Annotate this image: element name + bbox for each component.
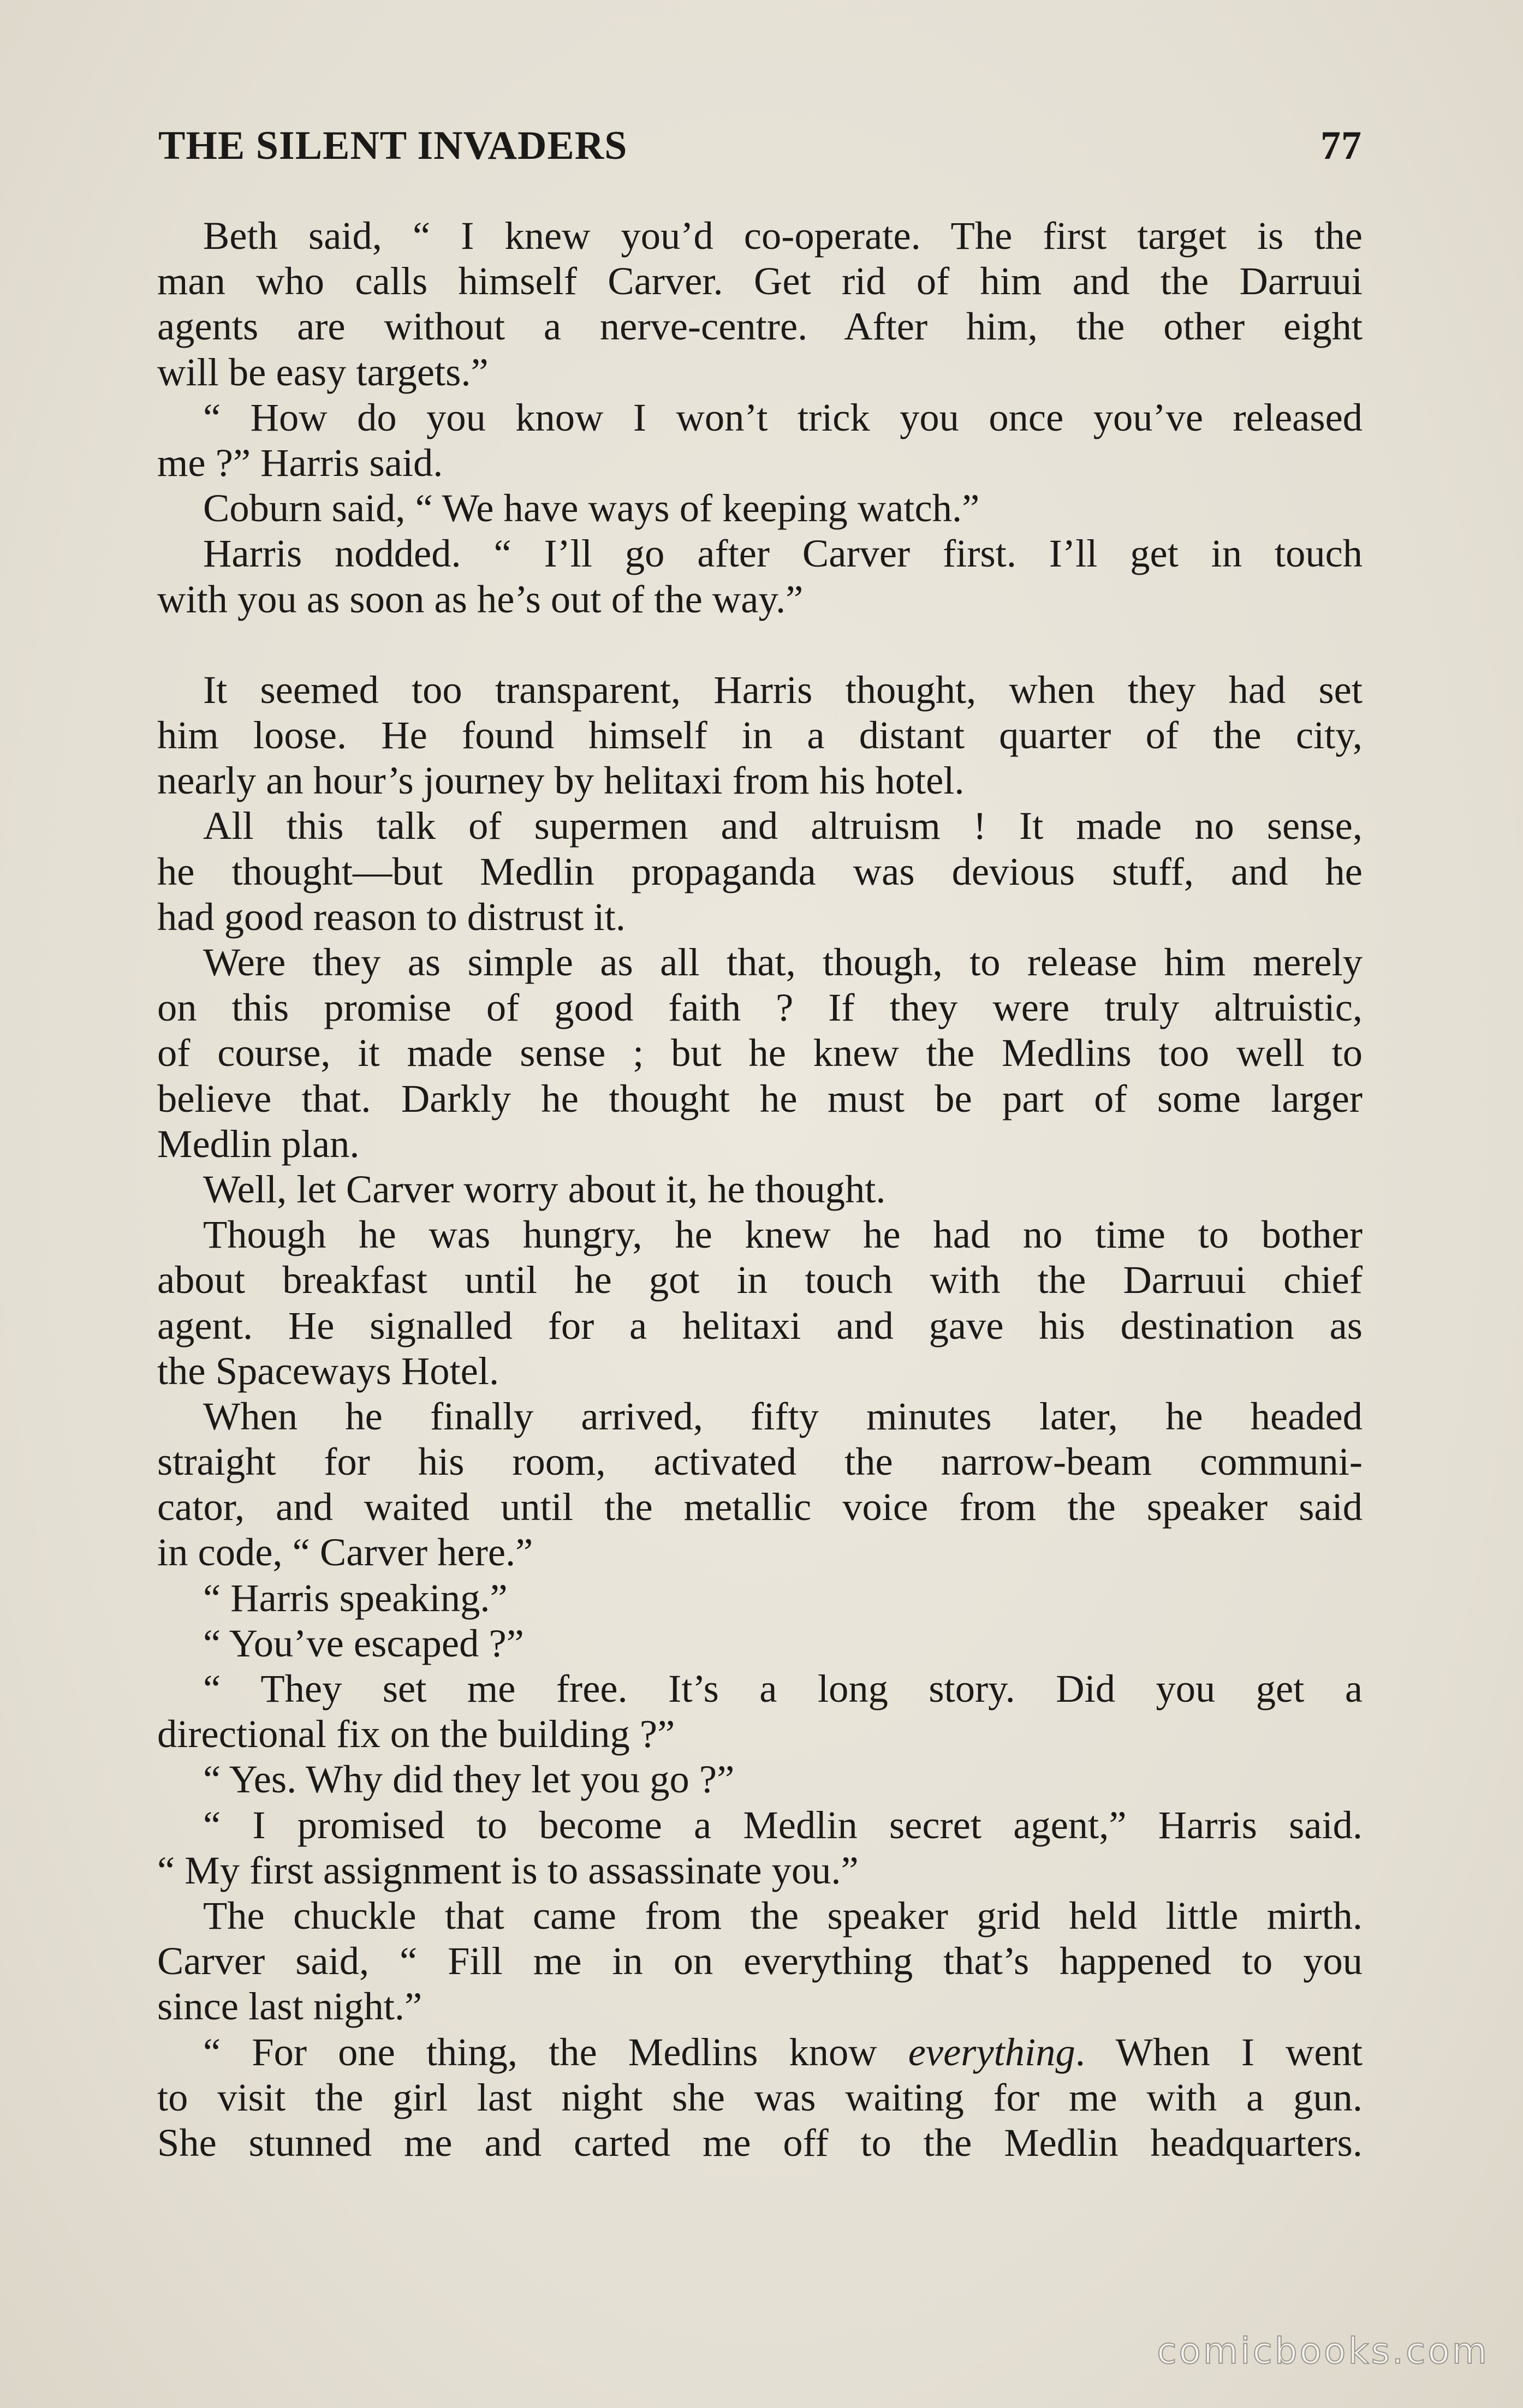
- text-line: with you as soon as he’s out of the way.”: [157, 576, 804, 621]
- running-head: [158, 123, 1362, 172]
- text-line: It seemed too transparent, Harris thought, when they had set: [203, 667, 1363, 712]
- text-line: cator, and waited until the metallic voice from the speaker said: [157, 1485, 1363, 1529]
- text-line: [157, 2029, 1363, 2075]
- text-line: Were they as simple as all that, though, to release him merely: [203, 940, 1363, 984]
- text-fragment: . When I went: [1075, 2029, 1363, 2074]
- emphasis: everything: [908, 2029, 1075, 2074]
- body-text: [157, 213, 1363, 2165]
- text-line: on this promise of good faith ? If they were truly altruistic,: [157, 985, 1363, 1030]
- text-line: about breakfast until he got in touch with the Darruui chief: [157, 1257, 1363, 1302]
- text-line: Harris nodded. “ I’ll go after Carver first. I’ll get in touch: [203, 531, 1363, 576]
- text-line: me ?” Harris said.: [157, 440, 443, 485]
- text-line: to visit the girl last night she was waiting for me with a gun.: [157, 2075, 1363, 2119]
- text-line: Though he was hungry, he knew he had no time to bother: [203, 1212, 1363, 1257]
- text-line: believe that. Darkly he thought he must be part of some larger: [157, 1076, 1363, 1120]
- text-line: he thought—but Medlin propaganda was devious stuff, and he: [157, 849, 1363, 893]
- text-line: since last night.”: [157, 1984, 423, 2029]
- text-line: of course, it made sense ; but he knew the Medlins too well to: [157, 1030, 1363, 1075]
- text-line: Beth said, “ I knew you’d co-operate. The first target is the: [203, 213, 1363, 258]
- text-line: “ I promised to become a Medlin secret agent,” Harris said.: [203, 1802, 1363, 1847]
- text-line: The chuckle that came from the speaker grid held little mirth.: [203, 1893, 1363, 1938]
- text-line: had good reason to distrust it.: [157, 894, 626, 939]
- text-line: “ Yes. Why did they let you go ?”: [203, 1757, 735, 1802]
- text-line: Medlin plan.: [157, 1121, 360, 1166]
- text-line: directional fix on the building ?”: [157, 1712, 675, 1756]
- page-number: 77: [1320, 123, 1362, 168]
- text-line: man who calls himself Carver. Get rid of him and the Darruui: [157, 259, 1363, 303]
- text-line: nearly an hour’s journey by helitaxi from his hotel.: [157, 758, 965, 803]
- text-line: “ You’ve escaped ?”: [203, 1620, 524, 1665]
- watermark: comicbooks.com: [1157, 2330, 1489, 2372]
- text-line: “ They set me free. It’s a long story. Did you get a: [203, 1666, 1363, 1710]
- text-line: When he finally arrived, fifty minutes later, he headed: [203, 1393, 1363, 1438]
- text-fragment: “ For one thing, the Medlins know: [203, 2029, 908, 2074]
- text-line: Coburn said, “ We have ways of keeping watch.”: [203, 486, 980, 531]
- text-line: “ Harris speaking.”: [203, 1575, 508, 1620]
- text-line: him loose. He found himself in a distant quarter of the city,: [157, 713, 1363, 758]
- text-line: Carver said, “ Fill me in on everything that’s happened to you: [157, 1939, 1363, 1983]
- text-line: “ My first assignment is to assassinate you.”: [157, 1847, 859, 1892]
- section-break: [157, 622, 1363, 667]
- text-line: “ How do you know I won’t trick you once you’ve released: [203, 395, 1363, 439]
- text-line: All this talk of supermen and altruism ! It made no sense,: [203, 803, 1363, 848]
- text-line: straight for his room, activated the narrow-beam communi-: [157, 1439, 1363, 1484]
- text-line: will be easy targets.”: [157, 349, 489, 394]
- text-line: agent. He signalled for a helitaxi and gave his destination as: [157, 1303, 1363, 1348]
- text-line: agents are without a nerve-centre. After him, the other eight: [157, 304, 1363, 349]
- text-line: in code, “ Carver here.”: [157, 1530, 533, 1575]
- text-line: Well, let Carver worry about it, he thought.: [203, 1166, 886, 1211]
- text-line: the Spaceways Hotel.: [157, 1348, 499, 1393]
- text-line: She stunned me and carted me off to the Medlin headquarters.: [157, 2120, 1363, 2165]
- book-title: THE SILENT INVADERS: [158, 123, 628, 168]
